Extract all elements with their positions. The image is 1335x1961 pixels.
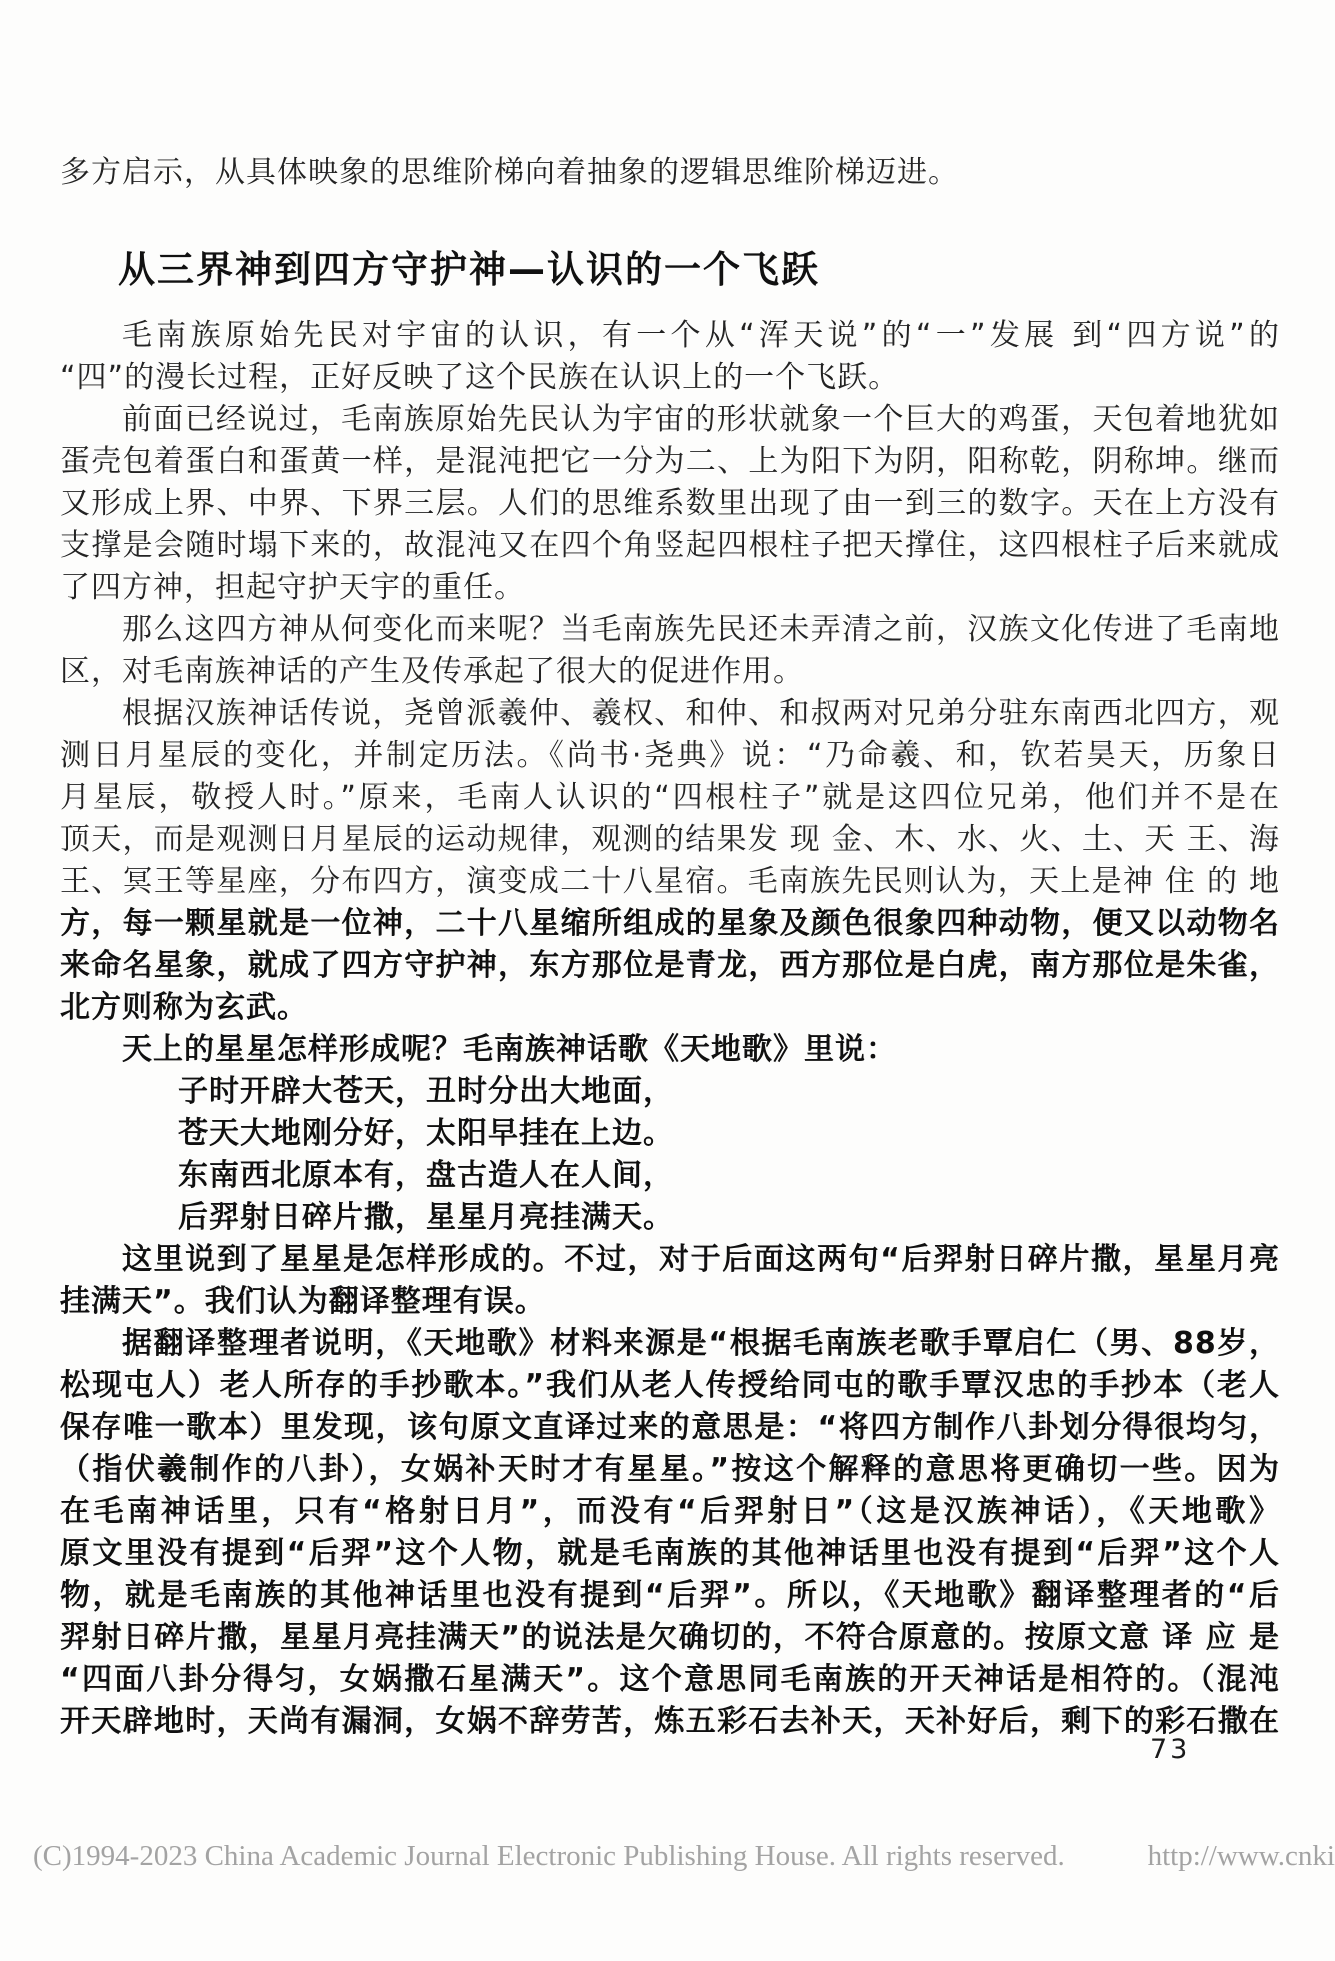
body-line: 了四方神，担起守护天宇的重任。	[60, 570, 525, 605]
body-line: 保存唯一歌本）里发现，该句原文直译过来的意思是：“将四方制作八卦划分得很均匀，	[60, 1410, 1280, 1445]
body-line: 顶天，而是观测日月星辰的运动规律，观测的结果发 现 金、木、水、火、土、天 王、海	[60, 822, 1280, 857]
body-line: 王、冥王等星座，分布四方，演变成二十八星宿。毛南族先民则认为，天上是神 住 的 地	[60, 864, 1280, 899]
body-line: 月星辰，敬授人时。”原来，毛南人认识的“四根柱子”就是这四位兄弟，他们并不是在	[60, 780, 1280, 815]
body-line: 北方则称为玄武。	[60, 990, 308, 1025]
body-line: 原文里没有提到“后羿”这个人物，就是毛南族的其他神话里也没有提到“后羿”这个人	[60, 1536, 1280, 1571]
body-line: 蛋壳包着蛋白和蛋黄一样，是混沌把它一分为二、上为阳下为阴，阳称乾，阴称坤。继而	[60, 444, 1280, 479]
body-line: 挂满天”。我们认为翻译整理有误。	[60, 1284, 546, 1319]
body-line: 那么这四方神从何变化而来呢？当毛南族先民还未弄清之前，汉族文化传进了毛南地	[122, 612, 1280, 647]
continuation-line: 多方启示，从具体映象的思维阶梯向着抽象的逻辑思维阶梯迈进。	[60, 155, 959, 190]
body-line: 前面已经说过，毛南族原始先民认为宇宙的形状就象一个巨大的鸡蛋，天包着地犹如	[122, 402, 1280, 437]
body-line: 区，对毛南族神话的产生及传承起了很大的促进作用。	[60, 654, 804, 689]
body-line: 物，就是毛南族的其他神话里也没有提到“后羿”。所以，《天地歌》翻译整理者的“后	[60, 1578, 1280, 1613]
body-line: 开天辟地时，天尚有漏洞，女娲不辞劳苦，炼五彩石去补天，天补好后，剩下的彩石撒在	[60, 1704, 1280, 1739]
verse-line: 东南西北原本有，盘古造人在人间，	[178, 1158, 674, 1193]
body-line: 方，每一颗星就是一位神，二十八星缩所组成的星象及颜色很象四种动物，便又以动物名	[60, 906, 1280, 941]
body-line: “四”的漫长过程，正好反映了这个民族在认识上的一个飞跃。	[60, 360, 900, 395]
body-line: 这里说到了星星是怎样形成的。不过，对于后面这两句“后羿射日碎片撒，星星月亮	[122, 1242, 1280, 1277]
verse-intro-line: 天上的星星怎样形成呢？毛南族神话歌《天地歌》里说：	[122, 1032, 897, 1067]
body-line: “四面八卦分得匀，女娲撒石星满天”。这个意思同毛南族的开天神话是相符的。（混沌	[60, 1662, 1280, 1697]
body-line: 又形成上界、中界、下界三层。人们的思维系数里出现了由一到三的数字。天在上方没有	[60, 486, 1280, 521]
body-line: 来命名星象，就成了四方守护神，东方那位是青龙，西方那位是白虎，南方那位是朱雀，	[60, 948, 1280, 983]
body-line: 根据汉族神话传说，尧曾派羲仲、羲权、和仲、和叔两对兄弟分驻东南西北四方，观	[122, 696, 1280, 731]
copyright-footer	[33, 1840, 1335, 1873]
body-line: 据翻译整理者说明，《天地歌》材料来源是“根据毛南族老歌手覃启仁（男、88岁，	[122, 1326, 1280, 1361]
verse-line: 苍天大地刚分好，太阳早挂在上边。	[178, 1116, 674, 1151]
article-text-block	[60, 152, 1280, 1743]
body-line: （指伏羲制作的八卦），女娲补天时才有星星。”按这个解释的意思将更确切一些。因为	[60, 1452, 1280, 1487]
body-line: 在毛南神话里，只有“格射日月”，而没有“后羿射日”（这是汉族神话），《天地歌》	[60, 1494, 1280, 1529]
article-title: 从三界神到四方守护神—认识的一个飞跃	[118, 248, 820, 291]
body-line: 松现屯人）老人所存的手抄歌本。”我们从老人传授给同屯的歌手覃汉忠的手抄本（老人	[60, 1368, 1280, 1403]
verse-line: 子时开辟大苍天，丑时分出大地面，	[178, 1074, 674, 1109]
body-line: 羿射日碎片撒，星星月亮挂满天”的说法是欠确切的，不符合原意的。按原文意 译 应 是	[60, 1620, 1280, 1655]
body-line: 毛南族原始先民对宇宙的认识，有一个从“浑天说”的“一”发展 到“四方说”的	[122, 318, 1280, 353]
body-line: 测日月星辰的变化，并制定历法。《尚书·尧典》说：“乃命羲、和，钦若昊天，历象日	[60, 738, 1280, 773]
cnki-url: http://www.cnki	[1147, 1840, 1335, 1872]
verse-line: 后羿射日碎片撒，星星月亮挂满天。	[178, 1200, 674, 1235]
body-line: 支撑是会随时塌下来的，故混沌又在四个角竖起四根柱子把天撑住，这四根柱子后来就成	[60, 528, 1280, 563]
page-number: 73	[1150, 1734, 1191, 1765]
copyright-text: (C)1994-2023 China Academic Journal Electronic Publishing House. All rights reserved.	[33, 1840, 1065, 1872]
